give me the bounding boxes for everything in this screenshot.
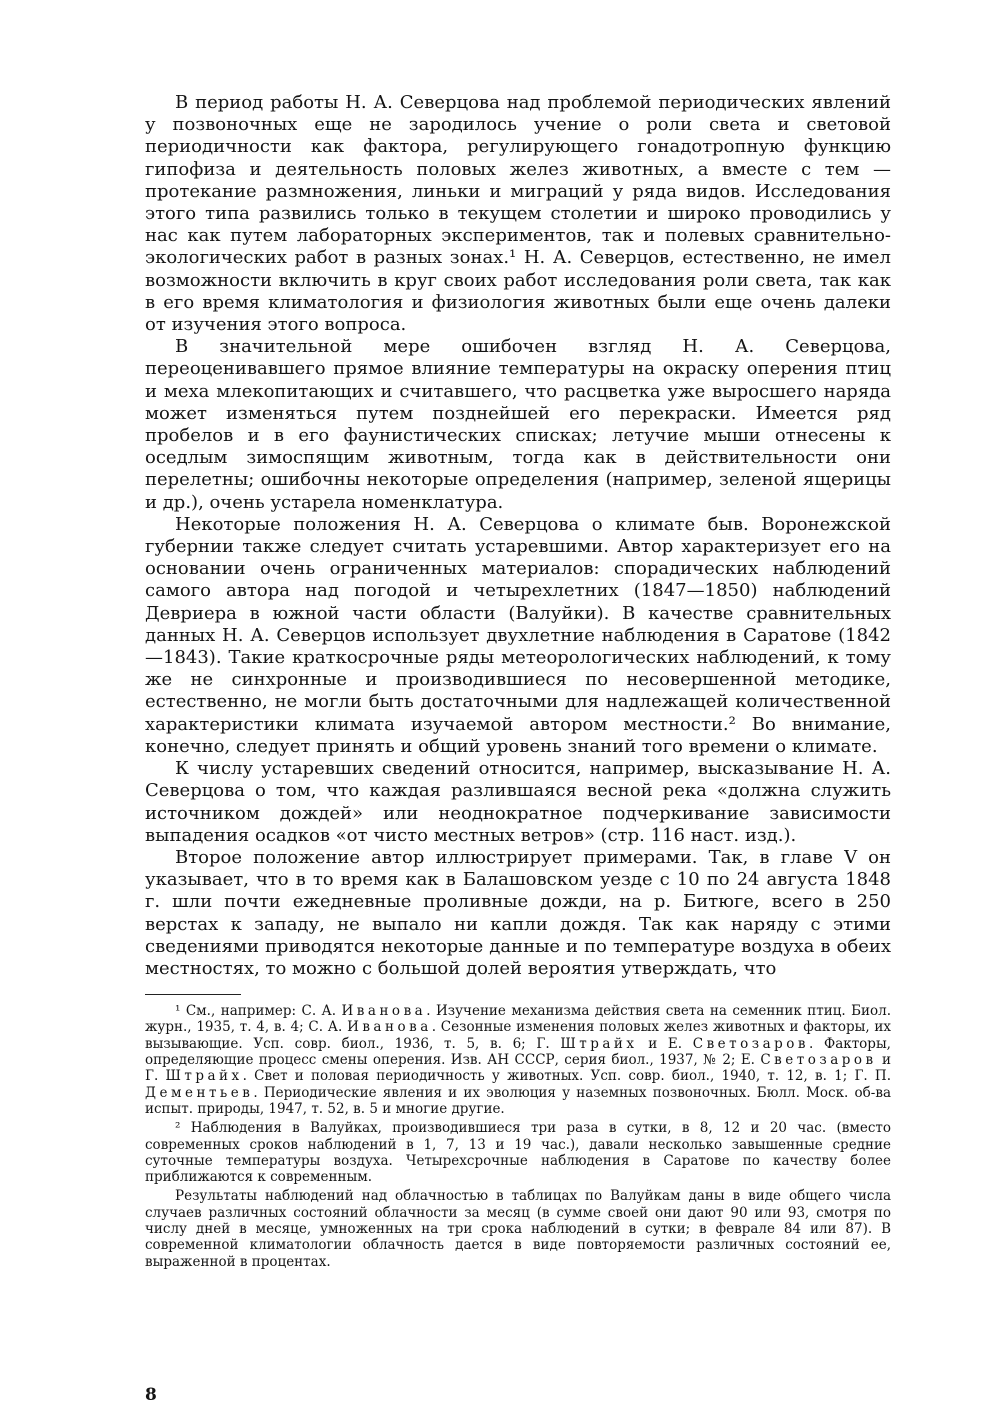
footnote-author: Дементьев xyxy=(145,1084,254,1101)
body-paragraph: К числу устаревших сведений относится, например, высказывание Н. А. Северцова о том, что каждая разлившаяся весной река «должна служить источником дождей» или неоднократное подчеркивание зависимости выпадения осадков «от чисто местных ветров» (стр. 116 наст. изд.). xyxy=(145,758,891,846)
footnote-author: Иванова xyxy=(347,1019,432,1036)
footnote-author: Светозаров xyxy=(760,1052,877,1069)
body-paragraph: Некоторые положения Н. А. Северцова о климате быв. Воронежской губернии также следует считать устаревшими. Автор характеризует его на основании очень ограниченных материалов: спорадических наблюдений самого автора над погодой и четырехлетних (1847—1850) наблюдений Девриера в южной части области (Валуйки). В качестве сравнительных данных Н. А. Северцов использует двухлетние наблюдения в Саратове (1842—1843). Такие краткосрочные ряды метеорологических наблюдений, к тому же не синхронные и производившиеся по несовершенной методике, естественно, не могли быть достаточными для надлежащей количественной характеристики климата изучаемой автором местности.² Во внимание, конечно, следует принять и общий уровень знаний того времени о климате. xyxy=(145,513,891,757)
footnote-author: Иванова xyxy=(341,1003,427,1020)
footnote-text: . Изучение механизма действия света на семенник птиц. Биол. журн., 1935, т. 4, в. 4; С. А. xyxy=(145,1003,892,1036)
footnote-1 xyxy=(145,1003,891,1117)
body-paragraph: В значительной мере ошибочен взгляд Н. А. Северцова, переоценивавшего прямое влияние температуры на окраску оперения птиц и меха млекопитающих и считавшего, что расцветка уже выросшего наряда может изменяться путем позднейшей его перекраски. Имеется ряд пробелов и в его фаунистических списках; летучие мыши отнесены к оседлым зимоспящим животным, тогда как в действительности они перелетны; ошибочны некоторые определения (например, зеленой ящерицы и др.), очень устарела номенклатура. xyxy=(145,336,891,513)
body-paragraph: В период работы Н. А. Северцова над проблемой периодических явлений у позвоночных еще не зародилось учение о роли света и световой периодичности как фактора, регулирующего гонадотропную функцию гипофиза и деятельность половых желез животных, а вместе с тем — протекание размножения, линьки и миграций у ряда видов. Исследования этого типа развились только в текущем столетии и широко проводились у нас как путем лабораторных экспериментов, так и полевых сравнительно-экологических работ в разных зонах.¹ Н. А. Северцов, естественно, не имел возможности включить в круг своих работ исследования роли света, так как в его время климатология и физиология животных были еще очень далеки от изучения этого вопроса. xyxy=(145,92,891,336)
footnote-author: Светозаров xyxy=(692,1035,810,1052)
footnote-author: Штрайх xyxy=(560,1035,638,1052)
footnote-text: . Периодические явления и их эволюция у наземных позвоночных. Бюлл. Моск. об-ва испыт. природы, 1947, т. 52, в. 5 и многие другие. xyxy=(145,1084,891,1117)
page-number: 8 xyxy=(145,1385,157,1405)
footnote-text: ¹ См., например: С. А. xyxy=(175,1003,342,1020)
footnote-text: . Факторы, определяющие процесс смены оперения. Изв. АН СССР, серия биол., 1937, № 2; Е. xyxy=(145,1035,891,1069)
footnote-text: . Свет и половая периодичность у животных. Усп. совр. биол., 1940, т. 12, в. 1; Г. П. xyxy=(242,1068,891,1085)
footnote-2: ² Наблюдения в Валуйках, производившиеся три раза в сутки, в 8, 12 и 20 час. (вместо современных сроков наблюдений в 1, 7, 13 и 19 час.), давали несколько завышенные средние суточные температуры воздуха. Четырехсрочные наблюдения в Саратове по качеству более приближаются к современным. xyxy=(145,1120,891,1186)
footnote-text: и Е. xyxy=(637,1035,693,1052)
footnote-divider xyxy=(145,994,241,995)
footnote-2-continuation: Результаты наблюдений над облачностью в таблицах по Валуйкам даны в виде общего числа случаев различных состояний облачности за месяц (в сумме своей они дают 90 или 93, смотря по числу дней в месяце, умноженных на три срока наблюдений в сутки; в феврале 84 или 87). В современной климатологии облачность дается в виде повторяемости различных состояний ее, выраженной в процентах. xyxy=(145,1188,891,1270)
page-body xyxy=(145,92,891,1270)
body-paragraph: Второе положение автор иллюстрирует примерами. Так, в главе V он указывает, что в то время как в Балашовском уезде с 10 по 24 августа 1848 г. шли почти ежедневные проливные дожди, на р. Битюге, всего в 250 верстах к западу, не выпало ни капли дождя. Так как наряду с этими сведениями приводятся некоторые данные и по температуре воздуха в обеих местностях, то можно с большой долей вероятия утверждать, что xyxy=(145,846,891,979)
footnote-author: Штрайх xyxy=(165,1068,243,1085)
footnote-text: и Г. xyxy=(145,1052,892,1085)
footnote-text: . Сезонные изменения половых желез животных и факторы, их вызывающие. Усп. совр. биол., 1936, т. 5, в. 6; Г. xyxy=(145,1019,891,1052)
